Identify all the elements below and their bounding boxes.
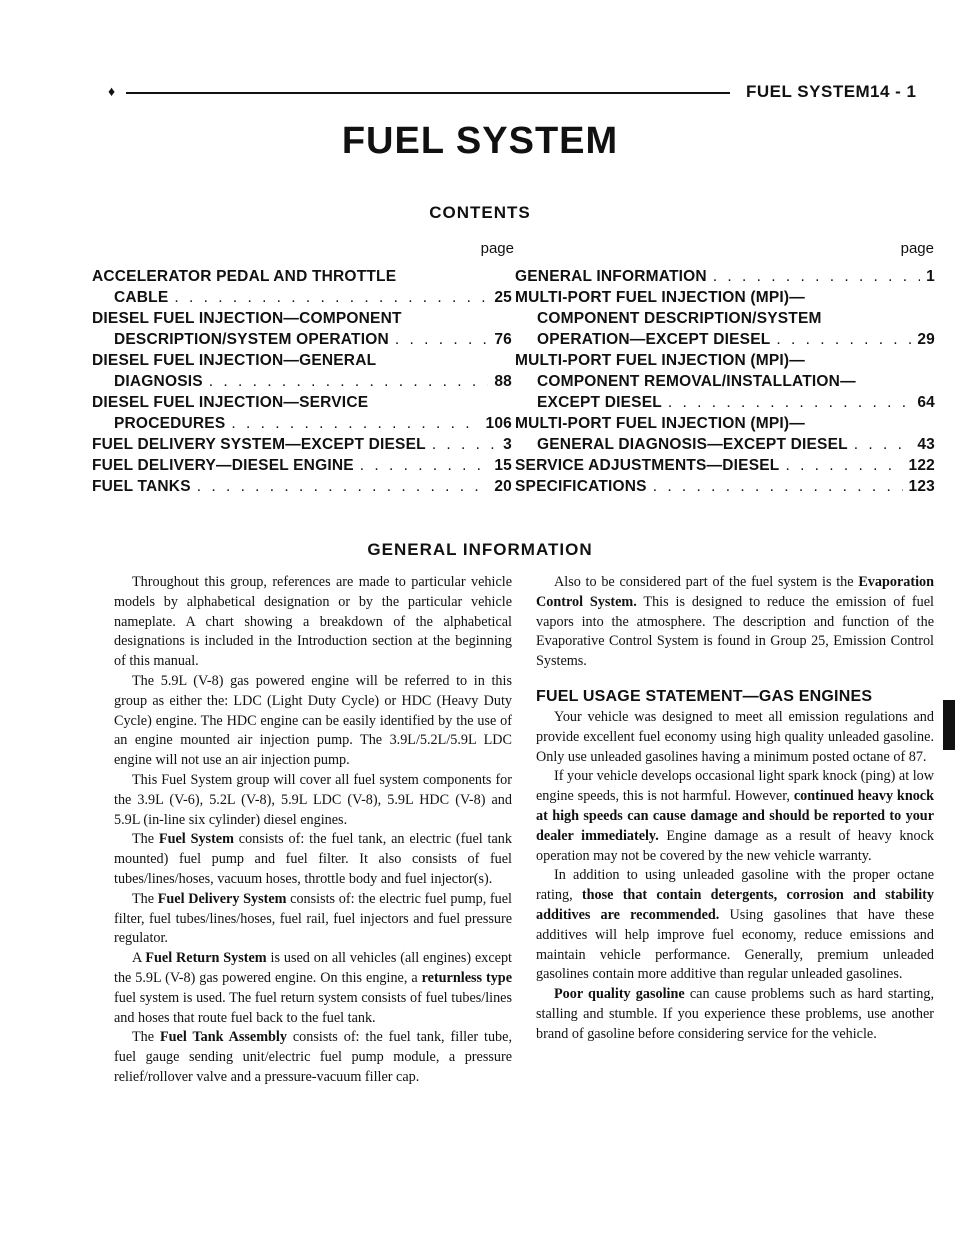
toc-dot-leader [360, 455, 489, 476]
toc-dot-leader [395, 329, 488, 350]
toc-dot-leader [785, 455, 902, 476]
toc-dot-leader [653, 476, 903, 497]
toc-entry [92, 455, 512, 476]
paragraph-text: consists of: the fuel tank, an electric (fuel tank mounted) fuel pump and fuel filter. It also consists of fuel tubes/lines/hoses, vacuum hoses, throttle body and fuel injector(s). [114, 831, 512, 887]
toc-entry-page: 123 [908, 478, 935, 495]
body-paragraph [114, 672, 512, 771]
paragraph-text: A [132, 950, 146, 967]
running-header-section: FUEL SYSTEM [746, 82, 871, 101]
toc-dot-leader [432, 434, 497, 455]
toc-entry-title: CABLE [114, 289, 169, 306]
paragraph-text: fuel system is used. The fuel return system consists of fuel tubes/lines and hoses that route fuel back to the fuel tank. [114, 989, 512, 1026]
toc-entry [92, 434, 512, 455]
paragraph-text: Engine damage as a result of heavy knock operation may not be covered by the new vehicle warranty. [536, 827, 934, 864]
toc-entry-title: ACCELERATOR PEDAL AND THROTTLE [92, 268, 397, 285]
page-title: FUEL SYSTEM [341, 120, 619, 162]
toc-entry-page: 88 [494, 373, 512, 390]
toc-entry [515, 266, 935, 287]
toc-entry [92, 266, 512, 308]
bold-term: those that contain detergents, corrosion and stability additives are recommended. [536, 887, 934, 923]
diamond-bullet-icon: ♦ [108, 85, 116, 100]
body-right-column [536, 573, 934, 1045]
toc-entry [515, 413, 935, 455]
paragraph-text: is used on all vehicles (all engines) except the 5.9L (V-8) gas powered engine. On this engine, a [114, 950, 513, 986]
toc-entry-page: 1 [926, 268, 935, 285]
toc-left-column [92, 266, 512, 497]
toc-entry-page: 29 [917, 331, 935, 348]
paragraph-text: This is designed to reduce the emission of fuel vapors into the atmosphere. The description and function of the Evaporative Control System is found in Group 25, Emission Control Systems. [536, 593, 934, 670]
paragraph-text: The 5.9L (V-8) gas powered engine will be referred to in this group as either the: LDC (Light Duty Cycle) or HDC (Heavy Duty Cycle) engine. The HDC engine can be easily identified by the use of an engine mounted air injection pump. The 3.9L/5.2L/5.9L LDC engine will not use an air injection pump. [114, 672, 512, 769]
body-paragraph [114, 830, 512, 889]
toc-entry-title: GENERAL DIAGNOSIS—EXCEPT DIESEL [537, 436, 848, 453]
bold-term: Fuel Return System [145, 950, 267, 967]
toc-entry-page: 3 [503, 436, 512, 453]
paragraph-text: Throughout this group, references are made to particular vehicle models by alphabetical designation or by the particular vehicle nameplate. A chart showing a breakdown of the alphabetical designations is included in the Introduction section at the beginning of this manual. [114, 574, 512, 670]
toc-entry-title: COMPONENT REMOVAL/INSTALLATION— [537, 373, 856, 390]
paragraph-text: consists of: the fuel tank, filler tube, fuel gauge sending unit/electric fuel pump module, a pressure relief/rollover valve and a pressure-vacuum filler cap. [114, 1029, 512, 1085]
toc-entry-title: FUEL TANKS [92, 478, 191, 495]
paragraph-text: The [132, 890, 158, 907]
paragraph-text: Using gasolines that have these additives will help improve fuel economy, reduce emissions and maintain vehicle performance. Generally, premium unleaded gasolines contain more additive than regular unleaded gasolines. [536, 906, 934, 983]
paragraph-text: Your vehicle was designed to meet all emission regulations and provide excellent fuel economy using high quality unleaded gasoline. Only use unleaded gasolines having a minimum posted octane of 87. [536, 708, 934, 765]
toc-dot-leader [197, 476, 489, 497]
paragraph-text: This Fuel System group will cover all fuel system components for the 3.9L (V-6), 5.2L (V-8), 5.9L LDC (V-8), 5.9L HDC (V-8) and 5.9L (in-line six cylinder) diesel engines. [114, 771, 512, 828]
toc-entry-page: 43 [917, 436, 935, 453]
toc-dot-leader [174, 287, 488, 308]
header-rule [126, 92, 730, 94]
body-paragraph [114, 890, 512, 949]
body-paragraph [114, 573, 512, 672]
toc-right-column [515, 266, 935, 497]
body-paragraph [536, 708, 934, 767]
toc-entry [92, 392, 512, 434]
bold-term: Fuel System [158, 831, 234, 848]
toc-entry-title: DESCRIPTION/SYSTEM OPERATION [114, 331, 389, 348]
toc-entry-title: SPECIFICATIONS [515, 478, 647, 495]
toc-entry [92, 476, 512, 497]
body-paragraph [536, 573, 934, 672]
toc-entry-title: COMPONENT DESCRIPTION/SYSTEM [537, 310, 822, 327]
toc-entry [92, 308, 512, 350]
toc-entry-page: 20 [494, 478, 512, 495]
toc-entry [515, 455, 935, 476]
bold-term: returnless type [421, 969, 512, 986]
paragraph-text: can cause problems such as hard starting, stalling and stumble. If you experience these problems, use another brand of gasoline before considering service for the vehicle. [536, 986, 934, 1042]
toc-entry-page: 122 [908, 457, 935, 474]
bold-term: Poor quality gasoline [554, 986, 685, 1003]
toc-entry-title: DIAGNOSIS [114, 373, 203, 390]
toc-entry-title: EXCEPT DIESEL [537, 394, 662, 411]
toc-dot-leader [776, 329, 911, 350]
toc-entry-title: SERVICE ADJUSTMENTS—DIESEL [515, 457, 780, 474]
body-paragraph [114, 1028, 512, 1087]
bold-term: continued heavy knock at high speeds can cause damage and should be reported to your dealer immediately. [536, 788, 934, 844]
toc-entry-title: MULTI-PORT FUEL INJECTION (MPI)— [515, 289, 805, 306]
body-paragraph [536, 985, 934, 1044]
paragraph-text: consists of: the electric fuel pump, fuel filter, fuel tubes/lines/hoses, fuel rail, fuel injectors and fuel pressure regulator. [114, 890, 512, 947]
paragraph-text: If your vehicle develops occasional light spark knock (ping) at low engine speeds, this is not harmful. However, [536, 768, 934, 805]
toc-entry-title: FUEL DELIVERY SYSTEM—EXCEPT DIESEL [92, 436, 426, 453]
toc-entry-title: PROCEDURES [114, 415, 226, 432]
toc-entry-title: OPERATION—EXCEPT DIESEL [537, 331, 771, 348]
toc-entry-page: 64 [917, 394, 935, 411]
toc-entry-title: FUEL DELIVERY—DIESEL ENGINE [92, 457, 354, 474]
toc-dot-leader [209, 371, 489, 392]
toc-entry-page: 15 [494, 457, 512, 474]
evap-paragraph-group [536, 573, 934, 672]
section-tab-marker [943, 700, 955, 750]
paragraph-text: The [132, 831, 159, 848]
bold-term: Fuel Tank Assembly [159, 1029, 287, 1046]
toc-dot-leader [854, 434, 912, 455]
paragraph-text: Also to be considered part of the fuel system is the [554, 574, 859, 590]
toc-dot-leader [231, 413, 479, 434]
body-paragraph [536, 767, 934, 866]
paragraph-text: The [132, 1029, 160, 1046]
running-header-page-number: 14 - 1 [870, 82, 917, 101]
toc-entry [515, 476, 935, 497]
toc-page-label-left: page [480, 240, 514, 257]
toc-dot-leader [713, 266, 920, 287]
body-left-column [114, 573, 512, 1088]
body-paragraph [114, 771, 512, 830]
toc-page-label-right: page [900, 240, 934, 257]
toc-dot-leader [668, 392, 911, 413]
toc-entry-title: DIESEL FUEL INJECTION—SERVICE [92, 394, 369, 411]
toc-entry-page: 76 [494, 331, 512, 348]
body-paragraph [536, 866, 934, 985]
contents-heading: CONTENTS [429, 203, 531, 222]
fuel-usage-body [536, 708, 934, 1045]
toc-entry-title: MULTI-PORT FUEL INJECTION (MPI)— [515, 352, 805, 369]
toc-entry-title: DIESEL FUEL INJECTION—GENERAL [92, 352, 377, 369]
toc-entry-page: 106 [485, 415, 512, 432]
body-paragraph [114, 949, 512, 1028]
general-information-heading: GENERAL INFORMATION [367, 540, 593, 559]
toc-entry-title: GENERAL INFORMATION [515, 268, 707, 285]
toc-entry-title: MULTI-PORT FUEL INJECTION (MPI)— [515, 415, 805, 432]
paragraph-text: In addition to using unleaded gasoline with the proper octane rating, [536, 867, 934, 904]
toc-entry [515, 287, 935, 350]
bold-term: Evaporation Control System. [536, 574, 934, 610]
toc-entry-page: 25 [494, 289, 512, 306]
toc-entry-title: DIESEL FUEL INJECTION—COMPONENT [92, 310, 402, 327]
bold-term: Fuel Delivery System [157, 890, 287, 907]
fuel-usage-heading: FUEL USAGE STATEMENT—GAS ENGINES [536, 687, 873, 705]
toc-entry [515, 350, 935, 413]
toc-entry [92, 350, 512, 392]
